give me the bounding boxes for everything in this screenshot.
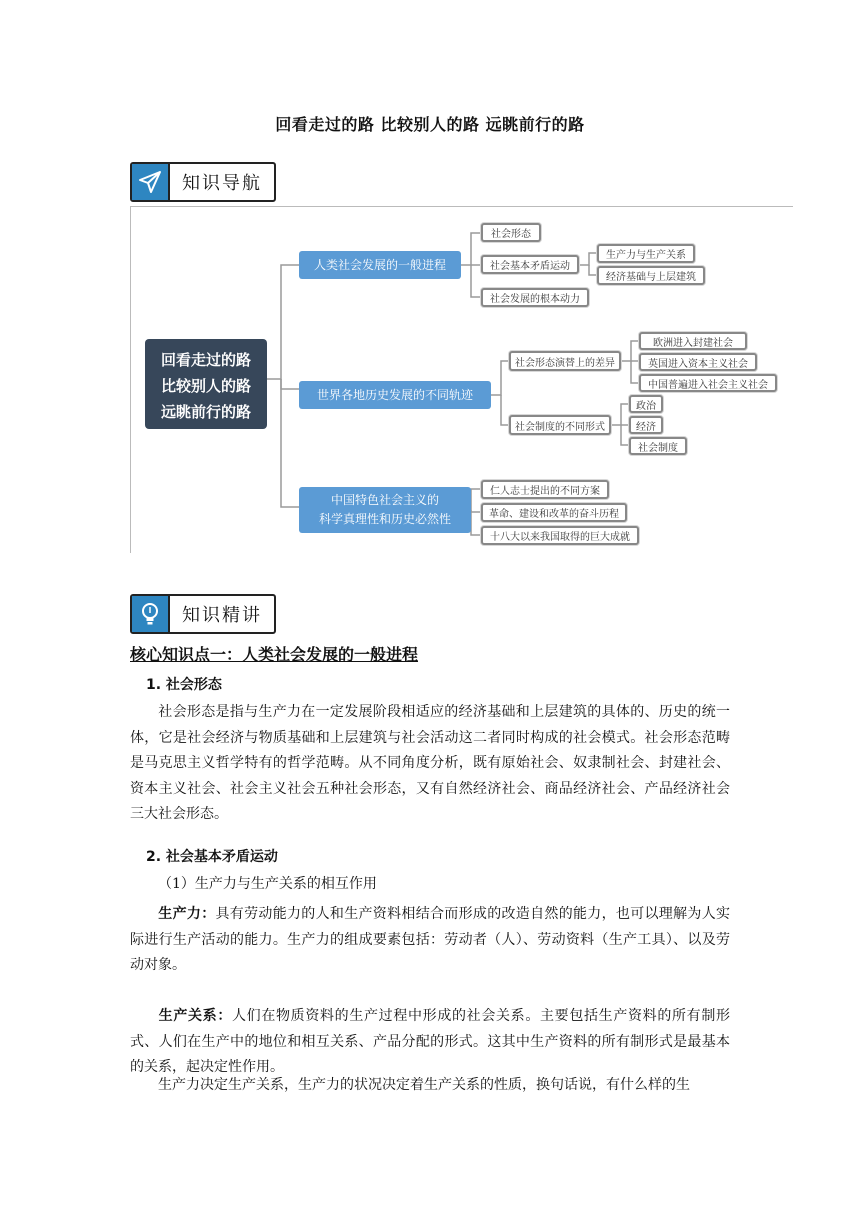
- core-heading: 核心知识点一：人类社会发展的一般进程: [130, 645, 419, 664]
- root-line-3: 远眺前行的路: [160, 403, 251, 421]
- root-line-1: 回看走过的路: [160, 351, 251, 369]
- branch-socialism-china: [299, 487, 471, 533]
- paragraph-productive-forces-text: 具有劳动能力的人和生产资料相结合而形成的改造自然的能力，也可以理解为人实际进行生产活动的能力。生产力的组成要素包括：劳动者（人）、劳动资料（生产工具）、以及劳动对象。: [130, 906, 730, 973]
- leaf-different-plans: 仁人志士提出的不同方案: [481, 480, 609, 499]
- leaf-social-form: 社会形态: [481, 223, 541, 242]
- leaf-feudal-society: 欧洲进入封建社会: [639, 332, 747, 350]
- leaf-system-forms: 社会制度的不同形式: [509, 415, 611, 435]
- paper-plane-icon: [132, 164, 170, 200]
- leaf-evolution-difference: 社会形态演替上的差异: [509, 351, 621, 371]
- leaf-basic-contradiction: 社会基本矛盾运动: [481, 255, 579, 274]
- branch3-line-1: 中国特色社会主义的: [330, 493, 439, 507]
- leaf-capitalist-society: 英国进入资本主义社会: [639, 353, 757, 371]
- paragraph-determination: [130, 1073, 730, 1099]
- nav-badge-label: 知识导航: [182, 173, 262, 194]
- term-productive-forces: 生产力：: [158, 906, 216, 922]
- branch-general-process: 人类社会发展的一般进程: [299, 251, 461, 279]
- paragraph-social-form: [130, 700, 730, 828]
- leaf-economy: 经济: [629, 416, 663, 434]
- leaf-socialist-society: 中国普遍进入社会主义社会: [639, 374, 777, 392]
- mindmap-root: [145, 339, 267, 429]
- paragraph-productive-forces: [130, 902, 730, 979]
- leaf-struggle-history: 革命、建设和改革的奋斗历程: [481, 503, 627, 522]
- leaf-social-system: 社会制度: [629, 437, 687, 455]
- paragraph-relations-text: 人们在物质资料的生产过程中形成的社会关系。主要包括生产资料的所有制形式、人们在生产中的地位和相互关系、产品分配的形式。这其中生产资料的所有制形式是最基本的关系，起决定性作用。: [130, 1008, 730, 1075]
- term-relations-of-production: 生产关系：: [158, 1008, 232, 1024]
- explain-badge-label: 知识精讲: [182, 605, 262, 626]
- paragraph-relations-of-production: [130, 1004, 730, 1081]
- branch3-line-2: 科学真理性和历史必然性: [318, 512, 451, 526]
- branch-different-paths: 世界各地历史发展的不同轨迹: [299, 381, 491, 409]
- lightbulb-icon: [132, 596, 170, 632]
- subheading-contradiction: 2. 社会基本矛盾运动: [146, 849, 278, 865]
- paragraph-determination-text: 生产力决定生产关系，生产力的状况决定着生产关系的性质，换句话说，有什么样的生: [158, 1077, 690, 1093]
- paragraph-social-form-text: 社会形态是指与生产力在一定发展阶段相适应的经济基础和上层建筑的具体的、历史的统一体，它是社会经济与物质基础和上层建筑与社会活动这二者同时构成的社会模式。社会形态范畴是马克思主义哲学特有的哲学范畴。从不同角度分析，既有原始社会、奴隶制社会、封建社会、资本主义社会、社会主义社会五种社会形态，又有自然经济社会、商品经济社会、产品经济社会三大社会形态。: [130, 704, 730, 822]
- explain-badge: [130, 594, 276, 634]
- knowledge-mindmap: [130, 206, 793, 553]
- leaf-economic-base: 经济基础与上层建筑: [597, 266, 705, 285]
- leaf-fundamental-force: 社会发展的根本动力: [481, 288, 589, 307]
- nav-badge: [130, 162, 276, 202]
- leaf-politics: 政治: [629, 395, 663, 413]
- leaf-great-achievements: 十八大以来我国取得的巨大成就: [481, 526, 639, 545]
- root-line-2: 比较别人的路: [160, 377, 251, 395]
- document-title: 回看走过的路 比较别人的路 远眺前行的路: [275, 115, 585, 134]
- leaf-productive-forces: 生产力与生产关系: [597, 244, 695, 263]
- subheading-productive-relations: （1）生产力与生产关系的相互作用: [158, 876, 377, 892]
- subheading-social-form: 1. 社会形态: [146, 677, 222, 693]
